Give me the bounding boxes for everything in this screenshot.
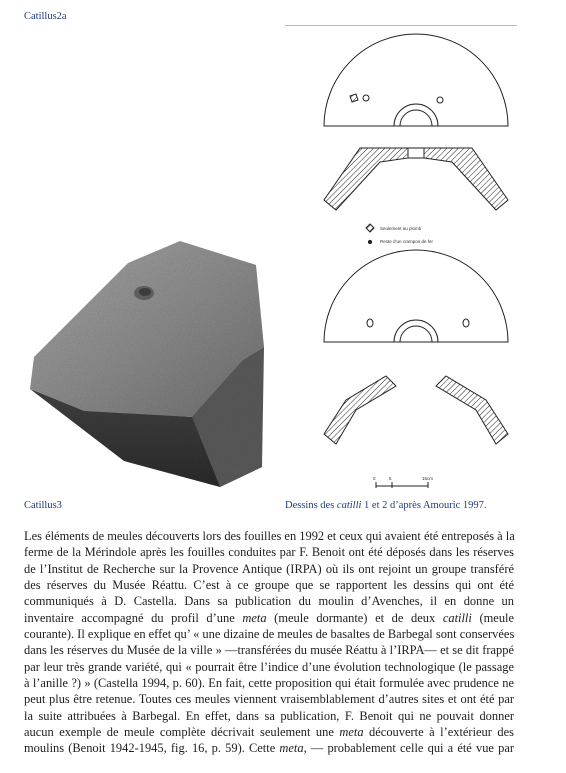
body-line: [24, 708, 514, 724]
body-text-run: courante). Il explique en effet qu’ « une dizaine de meules de basaltes de Barbegal sont conservées: [24, 627, 515, 642]
drawing-2-plan: [324, 250, 508, 342]
scale-label-5: 5: [389, 476, 392, 481]
body-text-run: Les éléments de meules découverts lors des fouilles en 1992 et ceux qui avaient été entreposés à la: [24, 529, 515, 543]
body-italic-term: catilli: [442, 610, 472, 625]
body-line: [24, 544, 514, 560]
body-text-run: la suite attribuées à Barbegal. En effet, dans sa publication, F. Benoit qui ne pouvait donner: [24, 708, 514, 723]
photo-caption: Catillus3: [24, 500, 62, 511]
body-paragraph: [24, 528, 514, 757]
scale-bar: [376, 482, 428, 488]
body-line: [24, 528, 514, 544]
drawing-2-section: [324, 376, 508, 444]
body-text-run: , — probablement celle qui a été vue par: [303, 741, 514, 756]
body-text-run: à l’anille ?) » (Castella 1994, p. 60). En fait, cette proposition qui était formulée avec prudence ne: [24, 676, 514, 691]
catilli-drawings: [316, 30, 516, 494]
body-text-run: ferme de la Mérindole après les fouilles conduites par F. Benoit ont été déposés dans les réserves: [24, 545, 514, 560]
millstone-photo: [24, 239, 268, 495]
body-text-run: moulins (Benoit 1942-1945, fig. 16, p. 59). Cette: [24, 741, 280, 756]
header-rule: [285, 25, 517, 26]
drawing-caption-italic: catilli: [336, 500, 362, 511]
body-text-run: communiqués à D. Castella. Dans sa publication du moulin d’Avenches, il en donne un: [24, 594, 514, 609]
body-italic-term: meta: [339, 725, 364, 740]
body-line: [24, 577, 514, 593]
body-line: [24, 626, 514, 642]
body-italic-term: meta: [242, 610, 267, 625]
scale-label-15cm: 15cm: [422, 476, 434, 481]
body-text-run: dans les réserves du Musée de la ville » —transférées du musée Réattu à l’IRPA— et se dit frappé: [24, 643, 514, 658]
body-line: [24, 659, 514, 675]
page-header-title: Catillus2a: [24, 11, 67, 22]
drawing-caption-prefix: Dessins des: [285, 500, 337, 511]
drawing-1-section: [324, 148, 508, 210]
body-line: [24, 740, 514, 756]
body-text-run: (meule: [471, 610, 515, 625]
body-text-run: par leur très grande variété, qui « pourrait être l’indice d’une évolution technologique (le passage: [24, 659, 514, 674]
body-line: [24, 675, 514, 691]
drawing-caption-suffix: 1 et 2 d’après Amouric 1997.: [361, 500, 487, 511]
drawing-1-plan: [324, 34, 508, 126]
scale-label-0: 0: [373, 476, 376, 481]
body-line: [24, 691, 514, 707]
drawing-caption: [285, 500, 487, 511]
body-text-run: de l’Institut de Recherche sur la Provence Antique (IRPA) où ils ont rejoint un groupe transféré: [24, 561, 514, 576]
body-italic-term: meta: [279, 741, 304, 756]
body-line: [24, 593, 514, 609]
drawing-legend: [366, 224, 374, 244]
body-text-run: aucun exemple de meule complète décrivait seulement une: [24, 725, 340, 740]
body-text-run: des réserves du Musée Réattu. C’est à ce groupe que se rapportent les dessins qui ont été: [24, 578, 514, 593]
legend-label-1: Seulement au plomb: [380, 226, 422, 231]
body-text-run: peut plus être retenue. Toutes ces meules viennent vraisemblablement d’autres sites et ont été par: [24, 692, 514, 707]
body-line: [24, 561, 514, 577]
body-text-run: inventaire accompagné du profil d’une: [24, 610, 243, 625]
body-line: [24, 724, 514, 740]
body-line: [24, 610, 514, 626]
body-text-run: découverte à l’extérieur des: [363, 725, 514, 740]
body-line: [24, 642, 514, 658]
body-text-run: (meule dormante) et de deux: [266, 610, 443, 625]
legend-label-2: Reste d’un crampon de fer: [380, 239, 434, 244]
